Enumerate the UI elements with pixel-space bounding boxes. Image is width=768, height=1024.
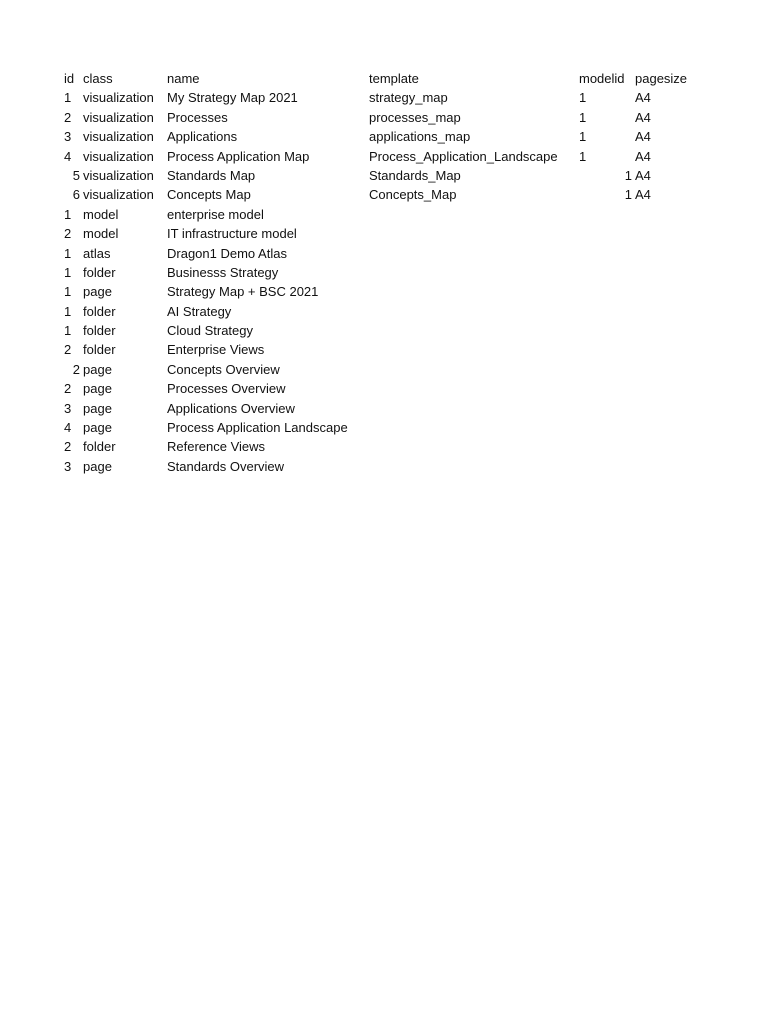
table-row (0, 418, 768, 437)
table-row (0, 185, 768, 204)
cell-pagesize: A4 (635, 109, 651, 125)
cell-name: Processes (167, 109, 228, 125)
cell-name: Dragon1 Demo Atlas (167, 245, 287, 261)
cell-class: page (83, 458, 112, 474)
cell-modelid: 1 (579, 148, 587, 164)
table-row (0, 282, 768, 301)
cell-id: 1 (64, 264, 72, 280)
cell-class: page (83, 400, 112, 416)
cell-modelid: 1 (579, 109, 587, 125)
cell-pagesize: A4 (635, 187, 651, 203)
cell-class: folder (83, 342, 116, 358)
table-row (0, 321, 768, 340)
cell-id: 4 (64, 148, 72, 164)
cell-class: visualization (83, 187, 154, 203)
table-row (0, 127, 768, 146)
cell-id: 3 (64, 129, 72, 145)
table-row (0, 457, 768, 476)
cell-id: 3 (64, 400, 72, 416)
cell-pagesize: A4 (635, 167, 651, 183)
table-body (0, 88, 768, 476)
cell-id: 1 (64, 303, 72, 319)
cell-name: Concepts Overview (167, 361, 280, 377)
cell-modelid: 1 (624, 187, 632, 203)
cell-pagesize: A4 (635, 148, 651, 164)
cell-name: Standards Overview (167, 458, 285, 474)
cell-name: Applications (167, 129, 238, 145)
cell-name: Businesss Strategy (167, 264, 279, 280)
table-row (0, 147, 768, 166)
cell-template: processes_map (369, 109, 461, 125)
cell-name: Strategy Map + BSC 2021 (167, 284, 319, 300)
cell-id: 2 (64, 226, 72, 242)
cell-id: 6 (72, 187, 80, 203)
cell-class: visualization (83, 148, 154, 164)
cell-pagesize: A4 (635, 90, 651, 106)
cell-template: applications_map (369, 129, 471, 145)
cell-name: Enterprise Views (167, 342, 265, 358)
cell-class: page (83, 361, 112, 377)
cell-class: folder (83, 264, 116, 280)
table-row (0, 205, 768, 224)
cell-id: 1 (64, 245, 72, 261)
cell-name: enterprise model (167, 206, 264, 222)
table-row (0, 224, 768, 243)
cell-id: 1 (64, 284, 72, 300)
cell-class: visualization (83, 129, 154, 145)
table-row (0, 88, 768, 107)
cell-name: Process Application Map (167, 148, 310, 164)
header-pagesize: pagesize (635, 71, 688, 86)
cell-name: IT infrastructure model (167, 226, 297, 242)
table-row (0, 302, 768, 321)
cell-id: 2 (64, 109, 72, 125)
header-row (0, 69, 768, 88)
cell-id: 3 (64, 458, 72, 474)
cell-id: 5 (72, 167, 80, 183)
cell-modelid: 1 (624, 167, 632, 183)
cell-pagesize: A4 (635, 129, 651, 145)
cell-class: folder (83, 303, 116, 319)
cell-template: Process_Application_Landscape (369, 148, 558, 164)
cell-class: model (83, 206, 119, 222)
header-id: id (64, 71, 75, 86)
cell-name: AI Strategy (167, 303, 232, 319)
cell-modelid: 1 (579, 129, 587, 145)
cell-id: 2 (64, 342, 72, 358)
cell-class: page (83, 420, 112, 436)
cell-id: 2 (64, 381, 72, 397)
cell-class: visualization (83, 167, 154, 183)
cell-name: Standards Map (167, 167, 256, 183)
cell-name: My Strategy Map 2021 (167, 90, 298, 106)
cell-name: Process Application Landscape (167, 420, 348, 436)
cell-id: 2 (64, 439, 72, 455)
cell-id: 2 (72, 361, 80, 377)
table-row (0, 379, 768, 398)
header-name: name (167, 71, 200, 86)
cell-class: folder (83, 323, 116, 339)
table-row (0, 360, 768, 379)
table-row (0, 399, 768, 418)
cell-class: folder (83, 439, 116, 455)
table-row (0, 166, 768, 185)
cell-class: model (83, 226, 119, 242)
cell-id: 1 (64, 90, 72, 106)
cell-template: strategy_map (369, 90, 448, 106)
cell-class: page (83, 381, 112, 397)
header-template: template (369, 71, 419, 86)
table-row (0, 263, 768, 282)
cell-template: Standards_Map (369, 167, 461, 183)
table-row (0, 108, 768, 127)
cell-class: visualization (83, 90, 154, 106)
cell-template: Concepts_Map (369, 187, 457, 203)
cell-name: Cloud Strategy (167, 323, 253, 339)
table-row (0, 437, 768, 456)
header-modelid: modelid (579, 71, 625, 86)
cell-id: 1 (64, 206, 72, 222)
header-class: class (83, 71, 113, 86)
cell-class: page (83, 284, 112, 300)
table-row (0, 244, 768, 263)
cell-id: 4 (64, 420, 72, 436)
table-row (0, 340, 768, 359)
cell-modelid: 1 (579, 90, 587, 106)
cell-id: 1 (64, 323, 72, 339)
cell-name: Processes Overview (167, 381, 286, 397)
spreadsheet-table (0, 69, 768, 476)
cell-class: atlas (83, 245, 111, 261)
cell-name: Reference Views (167, 439, 266, 455)
cell-name: Applications Overview (167, 400, 295, 416)
cell-class: visualization (83, 109, 154, 125)
cell-name: Concepts Map (167, 187, 251, 203)
